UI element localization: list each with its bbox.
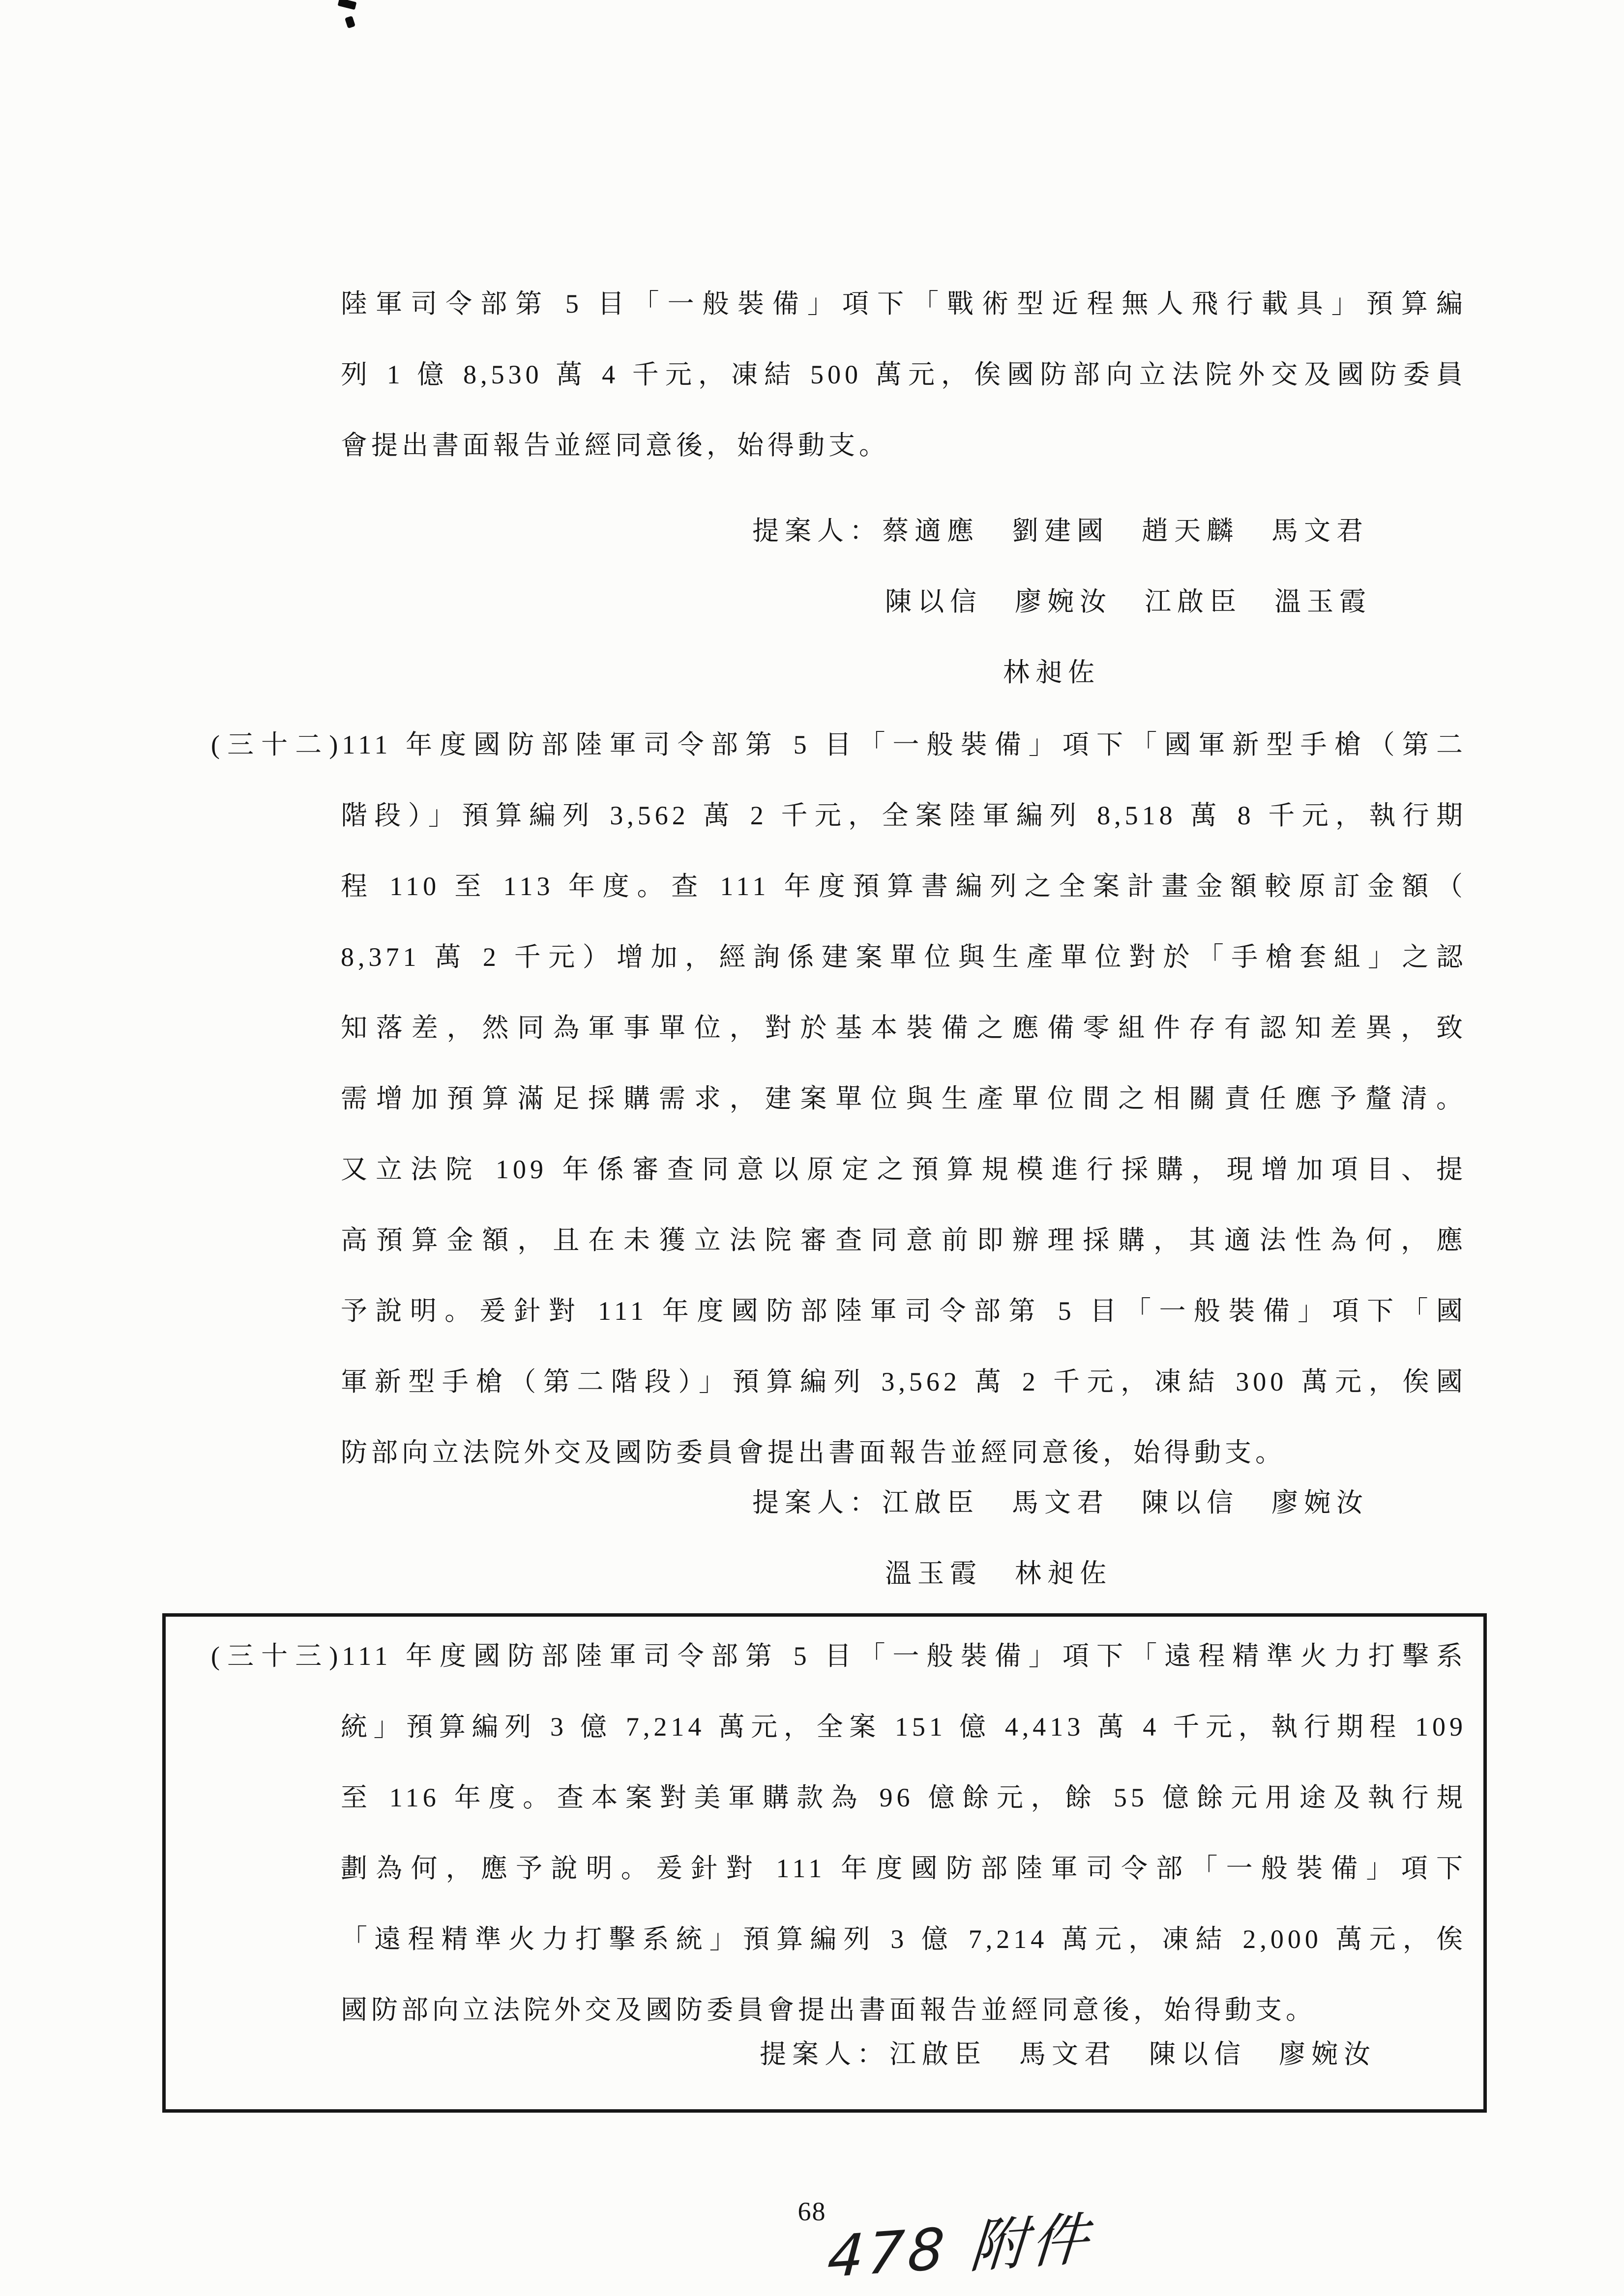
text-line: 111 年度國防部陸軍司令部第 5 目「一般裝備」項下「遠程精準火力打擊系 bbox=[342, 1641, 1467, 1671]
item-33-proposers bbox=[760, 2019, 1376, 2090]
text-line: 「遠程精準火力打擊系統」預算編列 3 億 7,214 萬元，凍結 2,000 萬元，俟 bbox=[341, 1924, 1467, 1954]
proposer-line: 提案人：江啟臣 馬文君 陳以信 廖婉汝 bbox=[752, 1488, 1369, 1517]
text-line: 又立法院 109 年係審查同意以原定之預算規模進行採購，現增加項目、提 bbox=[341, 1155, 1467, 1184]
item-32 bbox=[211, 709, 1467, 1488]
proposer-line: 溫玉霞 林昶佐 bbox=[885, 1559, 1112, 1588]
continuation-proposers bbox=[752, 495, 1372, 708]
text-line: 會提出書面報告並經同意後，始得動支。 bbox=[341, 431, 889, 460]
text-line: 程 110 至 113 年度。查 111 年度預算書編列之全案計畫金額較原訂金額（ bbox=[341, 872, 1467, 901]
handwritten-note: 478 附件 bbox=[825, 2205, 1094, 2291]
scan-artifact-mark bbox=[338, 0, 357, 10]
item-number: (三十三) bbox=[211, 1641, 342, 1671]
text-line: 軍新型手槍（第二階段）」預算編列 3,562 萬 2 千元，凍結 300 萬元，俟國 bbox=[341, 1367, 1467, 1396]
proposer-line: 提案人：江啟臣 馬文君 陳以信 廖婉汝 bbox=[760, 2039, 1376, 2069]
text-line bbox=[211, 1621, 1467, 1691]
proposer-line: 提案人：蔡適應 劉建國 趙天麟 馬文君 bbox=[752, 516, 1369, 546]
page-number: 68 bbox=[797, 2197, 827, 2226]
proposer-line: 林昶佐 bbox=[1003, 658, 1100, 687]
text-line: 8,371 萬 2 千元）增加，經詢係建案單位與生產單位對於「手槍套組」之認 bbox=[341, 942, 1467, 972]
text-line: 統」預算編列 3 億 7,214 萬元，全案 151 億 4,413 萬 4 千元，執行期程 109 bbox=[341, 1712, 1467, 1742]
item-number: (三十二) bbox=[211, 730, 342, 759]
text-line: 階段）」預算編列 3,562 萬 2 千元，全案陸軍編列 8,518 萬 8 千元，執行期 bbox=[341, 801, 1467, 830]
continuation-paragraph bbox=[341, 268, 1467, 481]
text-line: 國防部向立法院外交及國防委員會提出書面報告並經同意後，始得動支。 bbox=[341, 1995, 1316, 2025]
text-line: 防部向立法院外交及國防委員會提出書面報告並經同意後，始得動支。 bbox=[341, 1438, 1286, 1467]
text-line: 111 年度國防部陸軍司令部第 5 目「一般裝備」項下「國軍新型手槍（第二 bbox=[342, 730, 1467, 759]
text-line: 至 116 年度。查本案對美軍購款為 96 億餘元，餘 55 億餘元用途及執行規 bbox=[341, 1783, 1467, 1812]
text-line: 予說明。爰針對 111 年度國防部陸軍司令部第 5 目「一般裝備」項下「國 bbox=[341, 1296, 1467, 1326]
text-line: 劃為何，應予說明。爰針對 111 年度國防部陸軍司令部「一般裝備」項下 bbox=[341, 1854, 1467, 1883]
proposer-line: 陳以信 廖婉汝 江啟臣 溫玉霞 bbox=[885, 587, 1372, 616]
text-line: 陸軍司令部第 5 目「一般裝備」項下「戰術型近程無人飛行載具」預算編 bbox=[341, 289, 1467, 319]
item-33 bbox=[211, 1621, 1467, 2045]
text-line: 知落差，然同為軍事單位，對於基本裝備之應備零組件存有認知差異，致 bbox=[341, 1013, 1467, 1043]
item-32-proposers bbox=[752, 1467, 1369, 1609]
text-line bbox=[211, 709, 1467, 780]
scan-artifact-mark bbox=[345, 16, 355, 29]
text-line: 需增加預算滿足採購需求，建案單位與生產單位間之相關責任應予釐清。 bbox=[341, 1084, 1467, 1113]
text-line: 列 1 億 8,530 萬 4 千元，凍結 500 萬元，俟國防部向立法院外交及國防委員 bbox=[341, 360, 1467, 389]
text-line: 高預算金額，且在未獲立法院審查同意前即辦理採購，其適法性為何，應 bbox=[341, 1225, 1467, 1255]
